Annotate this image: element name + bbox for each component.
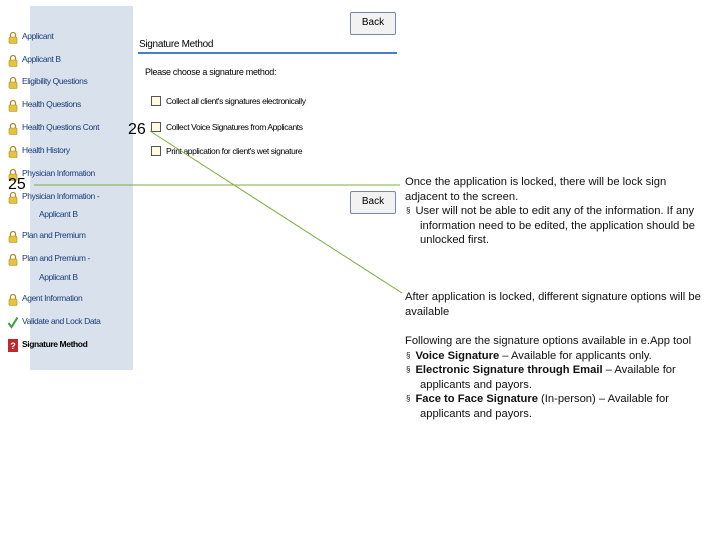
page-title: Signature Method <box>139 39 214 50</box>
option-2-desc: – Available for applicants and payors. <box>420 364 676 391</box>
option-label: Collect all client's signatures electronically <box>166 96 306 106</box>
sidebar-item-label: Plan and Premium <box>22 230 86 240</box>
sidebar-item-label: Health Questions Cont <box>22 122 100 132</box>
svg-text:?: ? <box>10 341 16 351</box>
note-options <box>405 334 710 421</box>
sidebar-item-label: Plan and Premium - <box>22 253 90 263</box>
bullet-icon: § <box>406 394 411 403</box>
sidebar-item-label-cont: Applicant B <box>39 209 78 219</box>
note-lock-bullet <box>405 204 710 248</box>
signature-prompt: Please choose a signature method: <box>145 67 277 77</box>
note-lock <box>405 175 710 248</box>
option-3-name: Face to Face Signature <box>415 393 538 405</box>
option-label: Print application for client's wet signature <box>166 146 303 156</box>
bullet-icon: § <box>406 206 411 215</box>
back-button-top[interactable]: Back <box>350 12 396 35</box>
bullet-icon: § <box>406 350 411 360</box>
note-option-2 <box>405 363 710 392</box>
option-3-desc: (In-person) – Available for applicants and payors. <box>420 393 669 420</box>
sidebar-item-label: Applicant <box>22 31 54 41</box>
sidebar-item-label: Signature Method <box>22 339 88 349</box>
sidebar-item-label: Physician Information <box>22 168 95 178</box>
callout-line-26 <box>150 131 402 293</box>
option-1-name: Voice Signature <box>415 349 500 362</box>
option-label: Collect Voice Signatures from Applicants <box>166 122 303 132</box>
note-lock-bullet-text: User will not be able to edit any of the information. If any information need to be edited, the application should be unlocked first. <box>415 205 695 246</box>
note-option-3 <box>405 392 710 421</box>
sidebar-item-label: Physician Information - <box>22 191 100 201</box>
option-1-desc: – Available for applicants only. <box>499 349 652 362</box>
sidebar-item-label: Eligibility Questions <box>22 76 88 86</box>
sidebar-item-label: Applicant B <box>22 54 61 64</box>
sidebar-item-label: Health History <box>22 145 70 155</box>
sidebar-item-label: Health Questions <box>22 99 81 109</box>
back-button-bottom[interactable]: Back <box>350 191 396 214</box>
option-2-name: Electronic Signature through Email <box>415 364 603 376</box>
note-after-lock: After application is locked, different signature options will be available <box>405 291 701 318</box>
sidebar-item-label: Validate and Lock Data <box>22 316 101 326</box>
sidebar-item-label-cont: Applicant B <box>39 272 78 282</box>
callout-marker-25: 25 <box>8 176 26 193</box>
note-options-intro: Following are the signature options available in e.App tool <box>405 335 692 347</box>
note-lock-intro: Once the application is locked, there will be lock sign adjacent to the screen. <box>405 176 667 203</box>
note-option-1 <box>405 349 710 364</box>
callout-marker-26: 26 <box>128 121 146 138</box>
bullet-icon: § <box>406 365 411 374</box>
sidebar-item-label: Agent Information <box>22 293 83 303</box>
